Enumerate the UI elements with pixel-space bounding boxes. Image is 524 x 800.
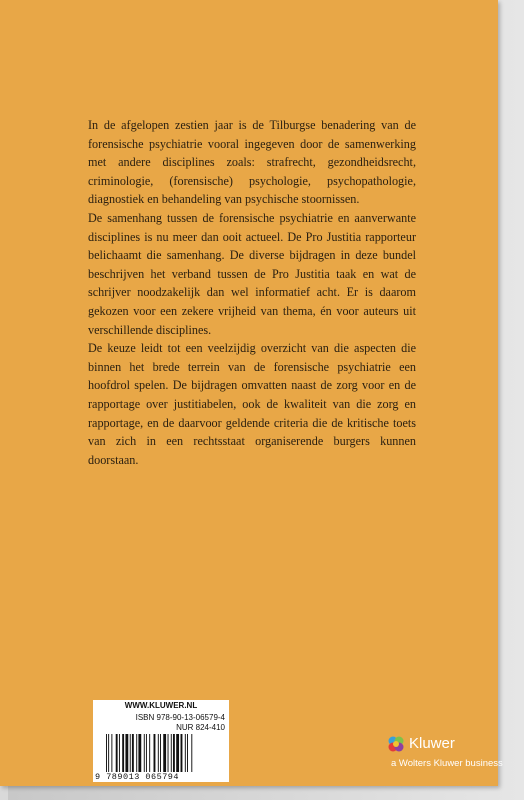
kluwer-globe-icon (387, 735, 405, 753)
nur-text: NUR 824-410 (176, 723, 225, 732)
publisher-logo (385, 733, 503, 775)
barcode-label (93, 700, 229, 782)
isbn-text: ISBN 978-90-13-06579-4 (135, 713, 225, 722)
blurb-paragraph-3: De keuze leidt tot een veelzijdig overzicht van die aspecten die binnen het brede terrein van de forensische psychiatrie een hoofdrol spelen. De bijdragen omvatten naast de zorg voor en de rapportage over justitiabelen, ook de kwaliteit van die zorg en rapportage, en de daarvoor geldende criteria die de kritische toets van zich in een rechtsstaat organiserende burgers kunnen doorstaan. (88, 341, 416, 467)
publisher-name: Kluwer (409, 735, 455, 752)
blurb-paragraph-2: De samenhang tussen de forensische psychiatrie en aanverwante disciplines is nu meer dan ooit actueel. De Pro Justitia rapporteur belichaamt die samenhang. De diverse bijdragen in deze bundel beschrijven het verband tussen de Pro Justitia taak en wat de schrijver noodzakelijk dan wel informatief acht. Er is daarom gekozen voor een zekere vrijheid van thema, én voor auteurs uit verschillende disciplines. (88, 210, 416, 337)
publisher-tagline: a Wolters Kluwer business (391, 758, 503, 769)
blurb-paragraph-1: In de afgelopen zestien jaar is de Tilburgse benadering van de forensische psychiatrie vooral ingegeven door de samenwerking met andere disciplines zoals: strafrecht, gezondheidsrecht, criminologie, (forensische) psychologie, psychopathologie, diagnostiek en behandeling van psychische stoornissen. (88, 118, 416, 207)
barcode-digits: 9 789013 065794 (95, 772, 180, 782)
barcode-icon (105, 734, 221, 772)
blurb-text (88, 116, 416, 469)
publisher-website: WWW.KLUWER.NL (124, 701, 198, 710)
